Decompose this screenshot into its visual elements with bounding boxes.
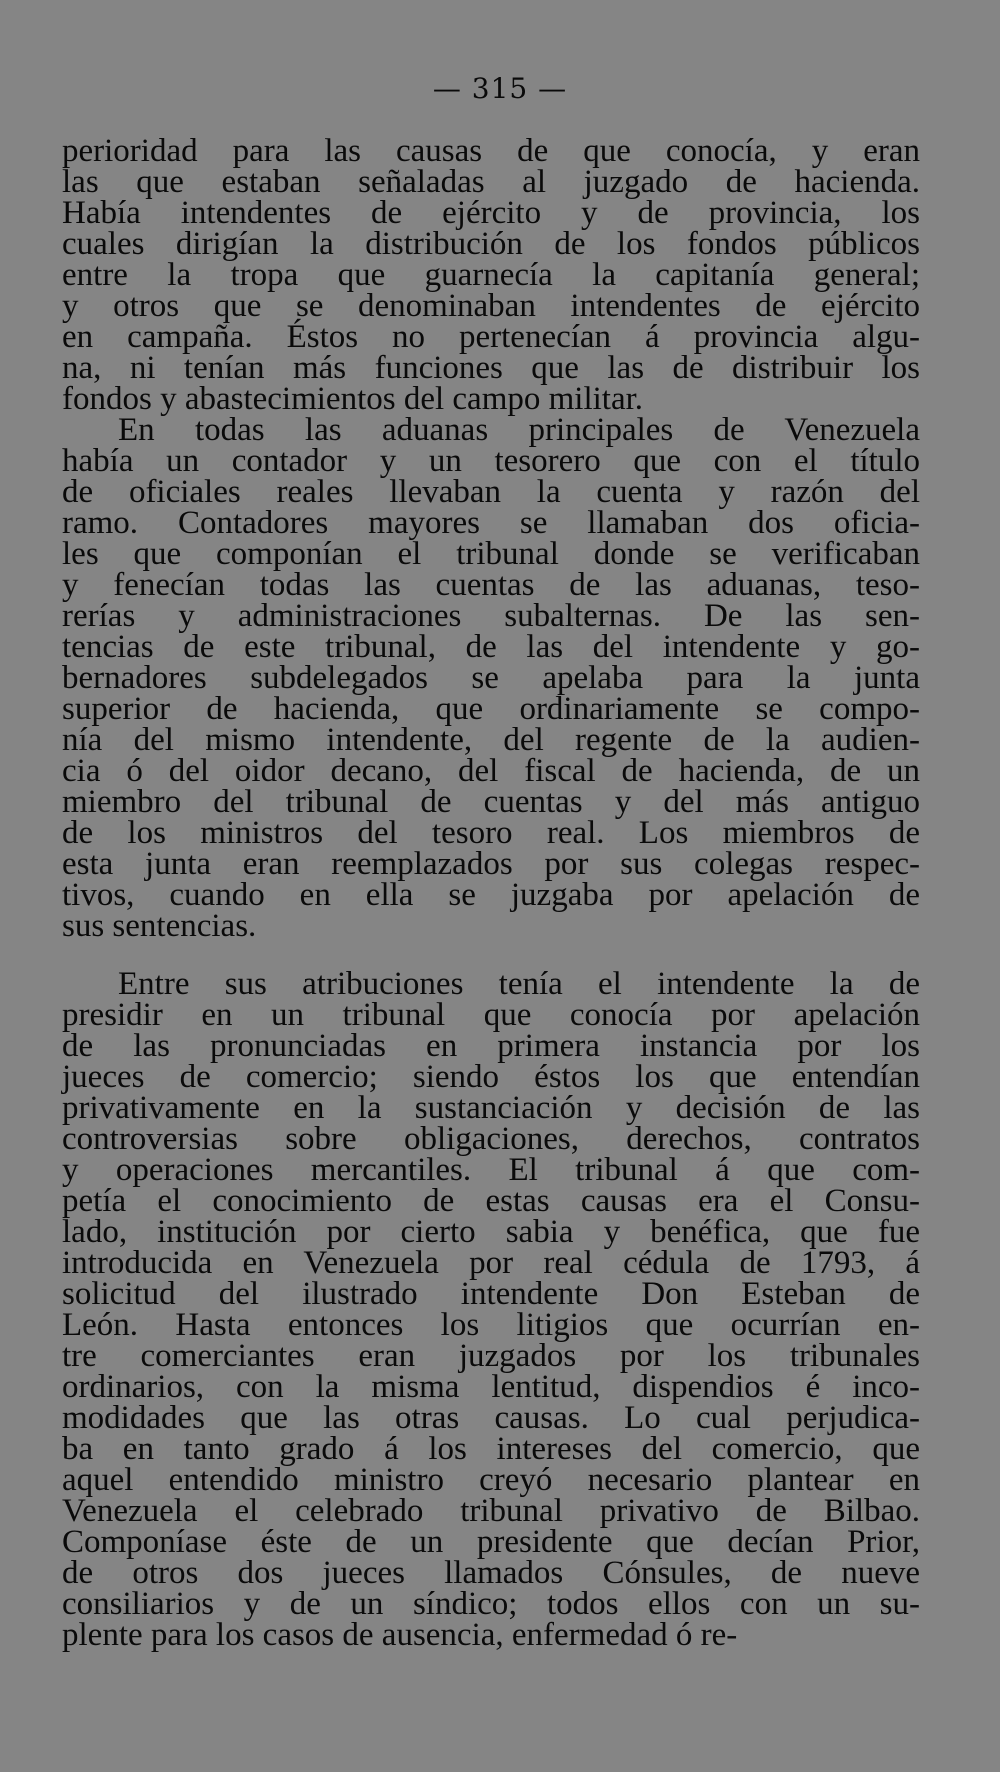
text-line: ba en tanto grado á los intereses del comercio, que xyxy=(62,1431,920,1467)
text-line: Había intendentes de ejército y de provincia, los xyxy=(62,195,920,231)
text-line: modidades que las otras causas. Lo cual perjudica- xyxy=(62,1400,920,1436)
text-line: ordinarios, con la misma lentitud, dispendios é inco- xyxy=(62,1369,920,1405)
text-line: y operaciones mercantiles. El tribunal á que com- xyxy=(62,1152,920,1188)
text-line: En todas las aduanas principales de Venezuela xyxy=(118,412,920,448)
text-line: sus sentencias. xyxy=(62,908,257,944)
text-line: había un contador y un tesorero que con el título xyxy=(62,443,920,479)
text-line: tivos, cuando en ella se juzgaba por apelación de xyxy=(62,877,920,913)
text-line: controversias sobre obligaciones, derechos, contratos xyxy=(62,1121,920,1157)
text-line: superior de hacienda, que ordinariamente se compo- xyxy=(62,691,920,727)
text-line: y fenecían todas las cuentas de las aduanas, teso- xyxy=(62,567,920,603)
text-line: perioridad para las causas de que conocía, y eran xyxy=(62,133,920,169)
text-line: cia ó del oidor decano, del fiscal de hacienda, de un xyxy=(62,753,920,789)
text-line: entre la tropa que guarnecía la capitanía general; xyxy=(62,257,920,293)
text-line: de los ministros del tesoro real. Los miembros de xyxy=(62,815,920,851)
text-line: bernadores subdelegados se apelaba para la junta xyxy=(62,660,920,696)
text-line: privativamente en la sustanciación y decisión de las xyxy=(62,1090,920,1126)
text-line: de oficiales reales llevaban la cuenta y razón del xyxy=(62,474,920,510)
text-line: presidir en un tribunal que conocía por apelación xyxy=(62,997,920,1033)
page-number: — 315 — xyxy=(432,72,568,105)
text-line: rerías y administraciones subalternas. De las sen- xyxy=(62,598,920,634)
text-line: Entre sus atribuciones tenía el intendente la de xyxy=(118,966,920,1002)
text-line: plente para los casos de ausencia, enfermedad ó re- xyxy=(62,1617,738,1653)
text-line: Venezuela el celebrado tribunal privativo de Bilbao. xyxy=(62,1493,920,1529)
text-line: solicitud del ilustrado intendente Don Esteban de xyxy=(62,1276,920,1312)
text-line: nía del mismo intendente, del regente de la audien- xyxy=(62,722,920,758)
text-line: lado, institución por cierto sabia y benéfica, que fue xyxy=(62,1214,920,1250)
text-line: y otros que se denominaban intendentes de ejército xyxy=(62,288,920,324)
text-line: jueces de comercio; siendo éstos los que entendían xyxy=(62,1059,920,1095)
text-line: esta junta eran reemplazados por sus colegas respec- xyxy=(62,846,920,882)
text-line: introducida en Venezuela por real cédula de 1793, á xyxy=(62,1245,920,1281)
text-line: na, ni tenían más funciones que las de distribuir los xyxy=(62,350,920,386)
text-line: les que componían el tribunal donde se verificaban xyxy=(62,536,920,572)
text-line: aquel entendido ministro creyó necesario plantear en xyxy=(62,1462,920,1498)
text-line: consiliarios y de un síndico; todos ellos con un su- xyxy=(62,1586,920,1622)
text-line: tencias de este tribunal, de las del intendente y go- xyxy=(62,629,920,665)
text-line: miembro del tribunal de cuentas y del más antiguo xyxy=(62,784,920,820)
text-line: tre comerciantes eran juzgados por los tribunales xyxy=(62,1338,920,1374)
text-line: ramo. Contadores mayores se llamaban dos oficia- xyxy=(62,505,920,541)
text-line: las que estaban señaladas al juzgado de hacienda. xyxy=(62,164,920,200)
text-line: de otros dos jueces llamados Cónsules, de nueve xyxy=(62,1555,920,1591)
text-line: fondos y abastecimientos del campo militar. xyxy=(62,381,644,417)
text-line: de las pronunciadas en primera instancia por los xyxy=(62,1028,920,1064)
text-line: León. Hasta entonces los litigios que ocurrían en- xyxy=(62,1307,920,1343)
text-line: en campaña. Éstos no pertenecían á provincia algu- xyxy=(62,319,920,355)
text-line: petía el conocimiento de estas causas era el Consu- xyxy=(62,1183,920,1219)
text-line: cuales dirigían la distribución de los fondos públicos xyxy=(62,226,920,262)
text-line: Componíase éste de un presidente que decían Prior, xyxy=(62,1524,920,1560)
